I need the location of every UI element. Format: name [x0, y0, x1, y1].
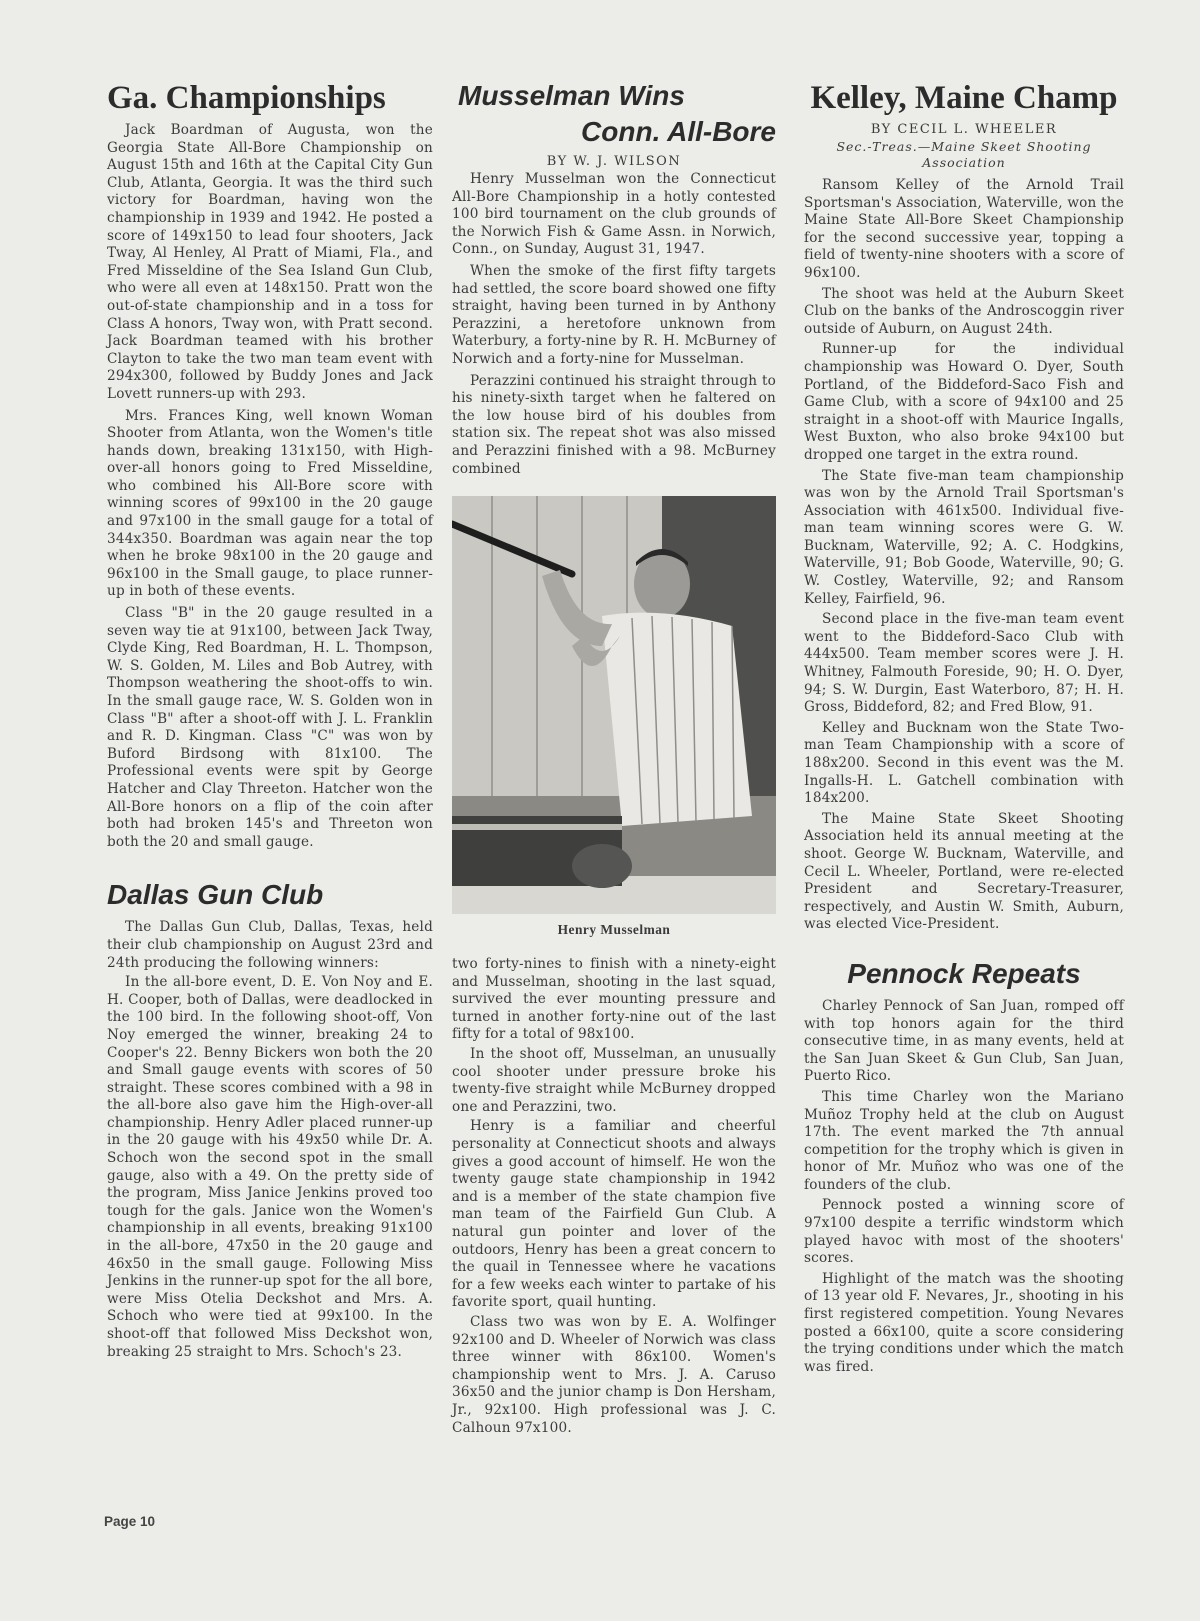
- column-middle: [452, 78, 776, 1437]
- byline-affiliation: Sec.-Treas.—Maine Skeet Shooting Association: [836, 139, 1092, 170]
- photo-henry-musselman: [452, 496, 776, 914]
- paragraph: Henry is a familiar and cheerful personality at Connecticut shoots and always gives a good account of himself. He won the twenty gauge state championship in 1942 and is a member of the state champion five man team of the Fairfield Gun Club. A natural gun pointer and lover of the outdoors, Henry has been a great concern to the quail in Tennessee where he vacations for a few weeks each winter to partake of his favorite sport, quail hunting.: [452, 1118, 776, 1311]
- paragraph: Kelley and Bucknam won the State Two-man Team Championship with a score of 188x200. Second in this event was the M. Ingalls-H. L. Gatchell combination with 184x200.: [804, 719, 1124, 807]
- headline-pennock-repeats: Pennock Repeats: [847, 957, 1081, 989]
- paragraph: Ransom Kelley of the Arnold Trail Sportsman's Association, Waterville, won the Maine State All-Bore Skeet Championship for the second successive year, topping a field of twenty-nine shooters with a score of 96x100.: [804, 177, 1124, 281]
- paragraph: In the all-bore event, D. E. Von Noy and E. H. Cooper, both of Dallas, were deadlocked in the 100 bird. In the following shoot-off, Von Noy emerged the winner, breaking 24 to Cooper's 22. Benny Bickers won both the 20 and Small gauge events with scores of 50 straight. These scores combined with a 98 in the all-bore also gave him the High-over-all championship. Henry Adler placed runner-up in the 20 gauge with his 49x50 while Dr. A. Schoch won the second spot in the small gauge, also with a 49. On the pretty side of the program, Miss Janice Jenkins proved too tough for the gals. Janice won the Women's championship in all events, breaking 91x100 in the all-bore, 47x50 in the 20 gauge and 46x50 in the small gauge. Following Miss Jenkins in the runner-up spot for the all bore, were Miss Otelia Deckshot and Mrs. A. Schoch who were tied at 99x100. In the shoot-off that followed Miss Deckshot won, breaking 25 straight to Mrs. Schoch's 23.: [107, 974, 433, 1360]
- column-right: [804, 78, 1124, 1376]
- paragraph: Jack Boardman of Augusta, won the Georgia State All-Bore Championship on August 15th and 16th at the Capital City Gun Club, Atlanta, Georgia. It was the third such victory for Boardman, having won the championship in 1939 and 1942. He posted a score of 149x150 to lead four shooters, Jack Tway, Al Henley, Al Pratt of Miami, Fla., and Fred Misseldine of the Sea Island Gun Club, who were all even at 148x150. Pratt won the out-of-state championship and in a toss for Class A honors, Tway won, with Pratt second. Jack Boardman teamed with his brother Clayton to take the two man team event with 294x300, followed by Buddy Jones and Jack Lovett runners-up with 293.: [107, 122, 433, 402]
- paragraph: Class two was won by E. A. Wolfinger 92x100 and D. Wheeler of Norwich was class three winner with 86x100. Women's championship went to Mrs. J. A. Caruso 36x50 and the junior champ is Don Hersham, Jr., 92x100. High professional was J. C. Calhoun 97x100.: [452, 1313, 776, 1436]
- paragraph: The Dallas Gun Club, Dallas, Texas, held their club championship on August 23rd and 24th producing the following winners:: [107, 919, 433, 971]
- paragraph: Runner-up for the individual championship was Howard O. Dyer, South Portland, of the Biddeford-Saco Fish and Game Club, with a score of 94x100 and 25 straight in a shoot-off with Maurice Ingalls, West Buxton, who also broke 94x100 but dropped one target in the extra round.: [804, 341, 1124, 463]
- photo-illustration: [452, 496, 776, 914]
- paragraph: In the shoot off, Musselman, an unusually cool shooter under pressure broke his twenty-five straight while McBurney dropped one and Perazzini, two.: [452, 1046, 776, 1115]
- paragraph: Mrs. Frances King, well known Woman Shooter from Atlanta, won the Women's title hands down, breaking 131x150, with High-over-all honors going to Fred Misseldine, who combined his All-Bore score with winning scores of 99x100 in the 20 gauge and 97x100 in the small gauge for a total of 344x350. Boardman was again near the top when he broke 98x100 in the 20 gauge and 96x100 in the Small gauge, to place runner-up in both of these events.: [107, 407, 433, 600]
- byline: BY CECIL L. WHEELER: [870, 122, 1058, 137]
- paragraph: Highlight of the match was the shooting of 13 year old F. Nevares, Jr., shooting in his first registered competition. Young Nevares posted a 66x100, quite a score considering the trying conditions under which the match was fired.: [804, 1270, 1124, 1375]
- paragraph: When the smoke of the first fifty targets had settled, the score board showed one fifty straight, having been turned in by Anthony Perazzini, a heretofore unknown from Waterbury, a forty-nine by R. H. McBurney of Norwich and a forty-nine for Musselman.: [452, 262, 776, 367]
- paragraph: Charley Pennock of San Juan, romped off with top honors again for the third consecutive time, in as many events, held at the San Juan Skeet & Gun Club, San Juan, Puerto Rico.: [804, 997, 1124, 1085]
- headline-musselman-line2: Conn. All-Bore: [581, 116, 776, 147]
- headline-kelley-maine-champ: Kelley, Maine Champ: [810, 80, 1118, 116]
- paragraph: This time Charley won the Mariano Muñoz Trophy held at the club on August 17th. The event marked the 7th annual competition for the trophy which is given in honor of Mr. Muñoz who was one of the founders of the club.: [804, 1088, 1124, 1193]
- paragraph: Pennock posted a winning score of 97x100 despite a terrific windstorm which played havoc with most of the shooters' scores.: [804, 1197, 1124, 1267]
- photo-caption: Henry Musselman: [557, 922, 671, 938]
- paragraph: Perazzini continued his straight through to his ninety-sixth target when he faltered on the low house bird of his doubles from station six. The repeat shot was also missed and Perazzini finished with a 98. McBurney combined: [452, 372, 776, 477]
- article-musselman-body-bottom: [452, 956, 776, 1437]
- paragraph: Henry Musselman won the Connecticut All-Bore Championship in a hotly contested 100 bird tournament on the club grounds of the Norwich Fish & Game Assn. in Norwich, Conn., on Sunday, August 31, 1947.: [452, 171, 776, 258]
- article-dallas-body: [107, 919, 433, 1361]
- article-ga-body: [107, 122, 433, 851]
- article-kelley-body: [804, 177, 1124, 934]
- page-number: Page 10: [104, 1514, 156, 1529]
- column-left: [107, 78, 433, 1361]
- headline-dallas-gun-club: Dallas Gun Club: [107, 879, 324, 911]
- paragraph: Second place in the five-man team event went to the Biddeford-Saco Club with 444x500. Team member scores were J. H. Whitney, Falmouth Foreside, 90; H. O. Dyer, 94; S. W. Durgin, East Waterboro, 87; H. H. Gross, Biddeford, 82; and Fred Blow, 91.: [804, 611, 1124, 716]
- headline-ga-championships: Ga. Championships: [107, 80, 386, 116]
- byline: BY W. J. WILSON: [546, 154, 682, 169]
- headline-musselman-line1: Musselman Wins: [458, 80, 685, 111]
- paragraph: two forty-nines to finish with a ninety-eight and Musselman, shooting in the last squad, survived the ever mounting pressure and turned in another forty-nine out of the last fifty for a total of 98x100.: [452, 956, 776, 1043]
- article-musselman-body-top: [452, 171, 776, 478]
- paragraph: The State five-man team championship was won by the Arnold Trail Sportsman's Association with 461x500. Individual five-man team winning scores were G. W. Bucknam, Waterville, 92; A. C. Hodgkins, Waterville, 91; Bob Goode, Waterville, 90; G. W. Costley, Waterville, 92; and Ransom Kelley, Fairfield, 96.: [804, 467, 1124, 607]
- paragraph: Class "B" in the 20 gauge resulted in a seven way tie at 91x100, between Jack Tway, Clyde King, Red Boardman, H. L. Thompson, W. S. Golden, M. Liles and Bob Autrey, with Thompson weathering the shoot-offs to win. In the small gauge race, W. S. Golden won in Class "B" after a shoot-off with J. L. Franklin and R. D. Kingman. Class "C" was won by Buford Birdsong with 81x100. The Professional events were spit by George Hatcher and Clay Threeton. Hatcher won the All-Bore honors on a flip of the coin after both had broken 145's and Threeton won both the 20 and small gauge.: [107, 605, 433, 850]
- paragraph: The shoot was held at the Auburn Skeet Club on the banks of the Androscoggin river outside of Auburn, on August 24th.: [804, 285, 1124, 337]
- paragraph: The Maine State Skeet Shooting Association held its annual meeting at the shoot. George W. Bucknam, Waterville, and Cecil L. Wheeler, Portland, were re-elected President and Secretary-Treasurer, respectively, and Austin W. Smith, Auburn, was elected Vice-President.: [804, 810, 1124, 933]
- article-pennock-body: [804, 998, 1124, 1376]
